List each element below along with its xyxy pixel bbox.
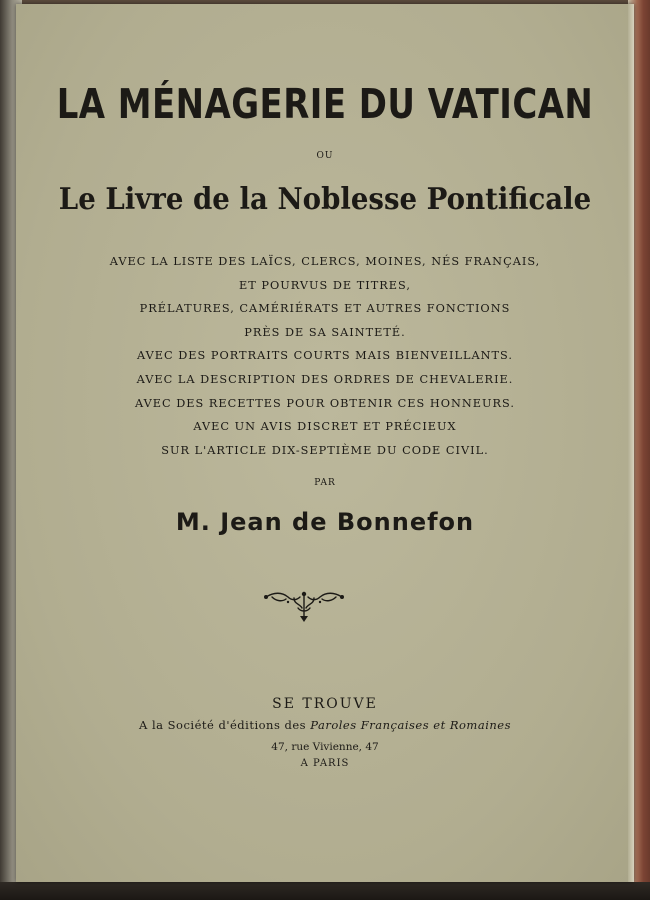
- by-label: PAR: [314, 478, 336, 488]
- description-line: SUR L'ARTICLE DIX-SEPTIÈME DU CODE CIVIL.: [161, 443, 489, 457]
- publisher-prefix: A la Société d'éditions des: [139, 718, 307, 732]
- description-line: PRÉLATURES, CAMÉRIÉRATS ET AUTRES FONCTIONS: [139, 302, 511, 316]
- description-line: ET POURVUS DE TITRES,: [239, 278, 411, 292]
- title-conjunction: OU: [316, 151, 334, 161]
- background-strip-bottom: [0, 882, 650, 900]
- publisher-name: Paroles Françaises et Romaines: [310, 718, 511, 732]
- description-line: AVEC LA DESCRIPTION DES ORDRES DE CHEVALERIE.: [136, 372, 514, 386]
- title-page: [16, 4, 634, 882]
- description-line: PRÈS DE SA SAINTETÉ.: [244, 325, 406, 339]
- publisher-city: A PARIS: [300, 758, 350, 769]
- publisher-address: 47, rue Vivienne, 47: [271, 741, 379, 753]
- description-line: AVEC DES RECETTES POUR OBTENIR CES HONNEURS.: [135, 396, 515, 410]
- description-line: AVEC LA LISTE DES LAÏCS, CLERCS, MOINES, NÉS FRANÇAIS,: [109, 255, 541, 268]
- description-line: AVEC UN AVIS DISCRET ET PRÉCIEUX: [193, 420, 457, 434]
- description-line: AVEC DES PORTRAITS COURTS MAIS BIENVEILLANTS.: [137, 349, 513, 363]
- description-block: [16, 250, 634, 462]
- publisher-line: [16, 718, 634, 732]
- author-name: M. Jean de Bonnefon: [175, 508, 475, 536]
- subtitle: Le Livre de la Noblesse Pontificale: [58, 182, 592, 217]
- publisher-heading: SE TROUVE: [272, 696, 378, 712]
- main-title: LA MÉNAGERIE DU VATICAN: [56, 80, 594, 128]
- fleuron-ornament-icon: [264, 588, 344, 626]
